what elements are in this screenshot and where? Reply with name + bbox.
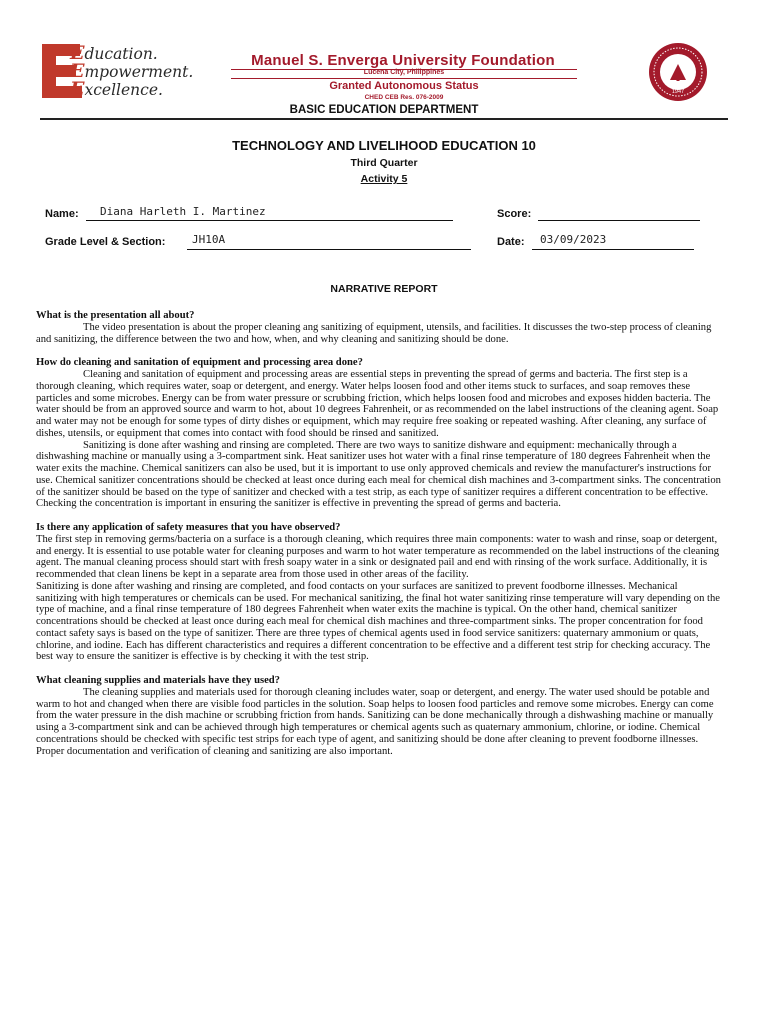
quarter-label: Third Quarter [350,157,418,169]
university-seal-icon [648,42,708,102]
answer-paragraph: The video presentation is about the proper cleaning ang sanitizing of equipment, utensils, and facilities. It discusses the two-step process of cleaning and sanitizing, the difference between the two and how, when, and why cleaning and sanitizing should be done. [36,321,712,345]
grade-section-value: JH10A [192,233,226,246]
university-name: Manuel S. Enverga University Foundation [251,52,555,69]
subject-title: TECHNOLOGY AND LIVELIHOOD EDUCATION 10 [232,138,536,153]
header-divider [40,118,728,120]
question-heading: What is the presentation all about? [36,310,195,321]
report-title: NARRATIVE REPORT [330,283,438,295]
score-underline [538,220,700,221]
question-heading: Is there any application of safety measures that you have observed? [36,522,341,533]
date-underline [532,249,694,250]
divider [231,78,577,79]
slogan-text: Education. Empowerment. Excellence. [70,42,194,100]
score-label: Score: [497,208,532,220]
question-heading: How do cleaning and sanitation of equipment and processing area done? [36,357,363,369]
grade-section-underline [187,249,471,250]
answer-paragraph: The cleaning supplies and materials used for thorough cleaning includes water, soap or detergent, and energy. The water used should be potable and warm to hot and changed when there are visible food particles in the solution. Soap helps to loosen food particles and remove some microbes. Energy can come from the water pressure in the dish machine or scrubbing friction from hands. Sanitizing can be done mechanically through a dishwashing machine or manually using a 3-compartment sink and can be achieved through high temperatures or chemical agents such as quaternary ammonium, chlorine, or iodine. Chemical concentrations should be checked with specific test strips for each type of agent, and sanitizing should be done after cleaning to prevent foodborne illnesses. Proper documentation and verification of cleaning and sanitizing are also important. [36,686,714,757]
school-slogan-logo [40,42,212,100]
department-name: BASIC EDUCATION DEPARTMENT [289,104,479,116]
activity-label: Activity 5 [360,173,408,185]
autonomous-status: Granted Autonomous Status [329,80,479,92]
ched-resolution: CHED CEB Res. 076-2009 [364,94,444,101]
name-value: Diana Harleth I. Martinez [100,205,266,218]
name-underline [86,220,453,221]
answer-paragraph: The first step in removing germs/bacteria on a surface is a thorough cleaning, which requires three main components: water to wash and rinse, soap or detergent, and energy. It is essential to use potable water for cleaning purposes and warm to hot water temperature as recommended on the label instructions of the cleaning agent. The manual cleaning process should start with fresh soapy water in a sink or designated pail and end with rinsing of the work surface. Additionally, it is recommended that clean linens be kept in a separate area from those used in other areas of the facility. [36,533,720,580]
report-body [36,310,721,757]
date-value: 03/09/2023 [540,233,607,246]
seal-year: 1947 [671,89,685,95]
question-heading: What cleaning supplies and materials have they used? [36,675,280,686]
university-city: Lucena City, Philippines [363,69,445,76]
answer-paragraph: Sanitizing is done after washing and rinsing are completed. There are two ways to sanitize dishware and equipment: mechanically through a dishwashing machine or manually using a 3-compartment sink. Heat sanitizer uses hot water with a final rinse temperature of 180 degrees Fahrenheit when the water exits the machine. Chemical sanitizers can also be used, but it is important to use only approved chemicals and review the manufacturer's instructions for use. Chemical sanitizer concentrations should be checked at least once during each meal for chemical dish machines and 3-compartment sinks. The concentration of the sanitizer should be based on the type of sanitizer and checked with a test strip, as each type of sanitizer requires a different concentration to be effective. Checking the concentration is important in ensuring the sanitizer is effective in preventing the spread of germs and bacteria. [36,439,721,510]
date-label: Date: [497,236,525,248]
name-label: Name: [45,208,79,220]
grade-section-label: Grade Level & Section: [45,236,166,248]
answer-paragraph: Cleaning and sanitation of equipment and processing areas are essential steps in preventing the spread of germs and bacteria. The first step is a thorough cleaning, which requires water, soap or detergent, and energy. Water helps loosen food and other items stuck to surfaces, and soap removes these particles and some microbes. Energy can be from water pressure or scrubbing friction, which helps loosen food and microbes and exposes hidden bacteria. The water should be from an approved source and warm to hot, about 10 degrees Fahrenheit, or as recommended on the label instructions of the cleaning agent. Soap and water may not be enough for some types of dirty dishes or equipment, which may require free soaking or repeated washing. After cleaning, any surface of dishes, utensils, or equipment that comes into contact with food should be rinsed and sanitized. [36,369,719,439]
answer-paragraph: Sanitizing is done after washing and rinsing are completed, and food contacts on your surfaces are sanitized to prevent foodborne illnesses. Mechanical sanitizing with high temperatures or chemicals can be used. For mechanical sanitizing, the final hot water sanitizing rinse temperature will vary depending on the type of machine, and a final rinse temperature of 180 degrees Fahrenheit when water exits the machine is typical. On the other hand, chemical sanitizer concentrations should be checked at least once during each meal for chemical dish machines and three-compartment sinks. The proper concentration for food contact safety says is based on the type of sanitizer. There are three types of chemical agents used in food service sanitizers: quaternary ammonium or quats, chlorine, and iodine. Each has different characteristics and requires a different concentration to be effective and a different test strip for checking accuracy. The best way to ensure the sanitizer is effective is by checking it with the test strip. [36,580,720,663]
